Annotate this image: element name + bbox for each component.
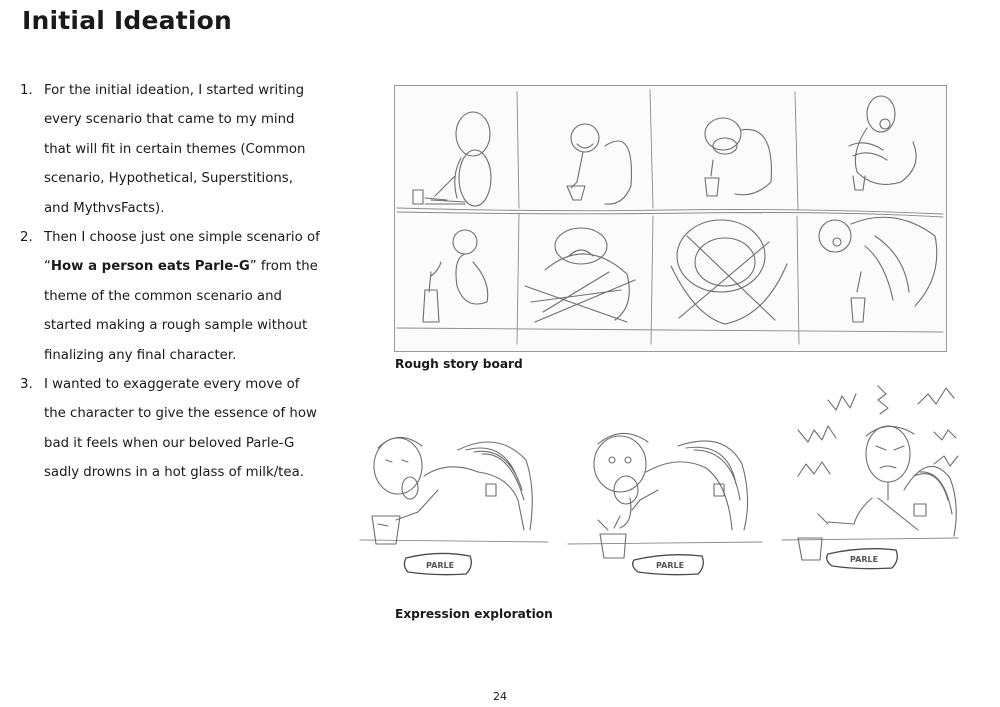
step-text-after: ” from the theme of the common scenario and started making a rough sample without finalizing any final character. <box>44 259 318 363</box>
step-number: 2. <box>20 230 33 246</box>
storyboard-panel-6 <box>525 228 635 322</box>
page-title: Initial Ideation <box>22 6 233 35</box>
table-line <box>360 538 958 544</box>
step-item <box>20 370 320 488</box>
expression-figure-disgusted <box>594 433 748 558</box>
step-number: 1. <box>20 83 33 98</box>
ideation-steps-list <box>20 76 320 488</box>
storyboard-panel-4 <box>849 96 916 190</box>
storyboard-caption: Rough story board <box>395 357 523 371</box>
storyboard-panel-3 <box>705 118 771 196</box>
rough-storyboard-image <box>394 85 947 352</box>
storyboard-sketch <box>395 86 946 351</box>
expression-figure-surprised <box>372 437 532 544</box>
storyboard-panel-8 <box>819 217 937 322</box>
step-text: For the initial ideation, I started writing every scenario that came to my mind that will fit in certain themes (Common scenario, Hypothetical, Superstitions, and MythvsFacts). <box>44 83 306 216</box>
storyboard-grid <box>397 90 943 344</box>
storyboard-panel-5 <box>423 230 488 322</box>
step-text-before: Then I choose just one simple scenario of “ <box>44 230 320 275</box>
step-number: 3. <box>20 377 33 393</box>
expression-sketch <box>358 380 968 580</box>
step-item <box>20 223 320 370</box>
storyboard-panel-2 <box>567 124 631 204</box>
packet-label: PARLE <box>426 561 455 570</box>
step-item <box>20 76 320 223</box>
packet-label: PARLE <box>850 555 879 564</box>
step-text: I wanted to exaggerate every move of the character to give the essence of how bad it feels when our beloved Parle-G sadly drowns in a hot glass of milk/tea. <box>44 377 317 481</box>
storyboard-panel-1 <box>413 112 491 206</box>
step-text-emphasis: How a person eats Parle-G <box>50 259 250 275</box>
storyboard-panel-7 <box>671 220 787 324</box>
step-text <box>44 230 320 363</box>
packet-label: PARLE <box>656 561 685 570</box>
expression-figure-angry <box>798 386 958 560</box>
page-number: 24 <box>493 690 507 703</box>
expression-exploration-image <box>358 380 968 580</box>
expression-caption: Expression exploration <box>395 607 553 621</box>
